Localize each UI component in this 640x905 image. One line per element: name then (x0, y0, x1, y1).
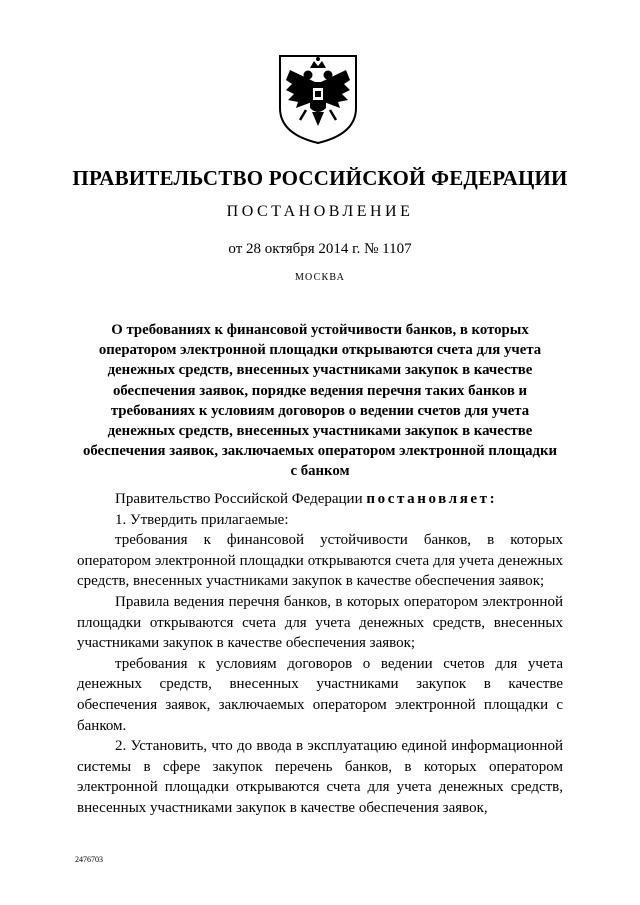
item-1: 1. Утвердить прилагаемые: (115, 511, 289, 528)
intro-keyword: постановляет: (366, 491, 498, 507)
coat-of-arms-emblem (272, 50, 364, 146)
document-type: ПОСТАНОВЛЕНИЕ (226, 203, 414, 220)
document-title: О требованиях к финансовой устойчивости банков, в которых оператором электронной площадки открываются счета для учета денежных средств, внесенных участниками закупок в качестве обеспечения заявок, порядке ведения перечня таких банков и требованиях к условиям договоров о ведении счетов для учета денежных средств, внесенных участниками закупок в качестве обеспечения заявок, заключаемых оператором электронной площадки с банком (82, 322, 558, 480)
footer-code: 2476703 (75, 855, 103, 864)
item-1-contract-requirements: требования к условиям договоров о ведении счетов для учета денежных средств, внесенных участниками закупок в качестве обеспечения заявок, заключаемых оператором электронной площадки с банком. (77, 655, 563, 734)
intro-paragraph (77, 489, 563, 510)
intro-text: Правительство Российской Федерации (115, 491, 367, 507)
document-body (77, 489, 563, 819)
government-title: ПРАВИТЕЛЬСТВО РОССИЙСКОЙ ФЕДЕРАЦИИ (72, 166, 568, 190)
item-1-requirements: требования к финансовой устойчивости банков, в которых оператором электронной площадки открываются счета для учета денежных средств, внесенных участниками закупок в качестве обеспечения заявок; (77, 532, 563, 590)
city-name: МОСКВА (294, 272, 346, 283)
item-2: 2. Установить, что до ввода в эксплуатацию единой информационной системы в сфере закупок перечень банков, в которых оператором электронной площадки открываются счета для учета денежных средств, внесенных участниками закупок в качестве обеспечения заявок, (77, 738, 563, 816)
document-date-number: от 28 октября 2014 г. № 1107 (228, 241, 412, 257)
item-1-rules: Правила ведения перечня банков, в которых оператором электронной площадки открываются счета для учета денежных средств, внесенных участниками закупок в качестве обеспечения заявок; (77, 593, 563, 652)
